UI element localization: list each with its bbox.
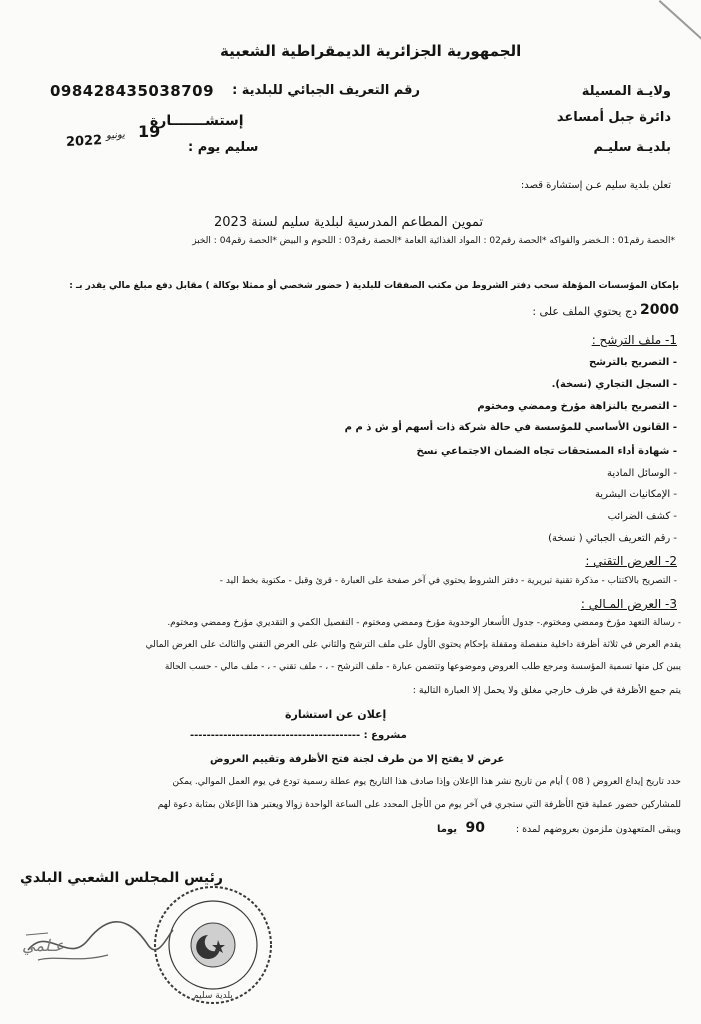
section2-text: - التصريح بالاكتتاب - مذكرة تقنية تبريرية - دفتر الشروط يحتوي في آخر صفحة على العبارة - قرئ وقبل - مكتوبة بخط اليد - bbox=[219, 576, 677, 586]
scan-corner-mark bbox=[659, 0, 701, 48]
tax-id-value: 098428435038709 bbox=[50, 82, 215, 100]
fee-amount: 2000 bbox=[640, 302, 679, 318]
wilaya-label: ولايـة المسيلة bbox=[581, 84, 671, 99]
issue-month: يونيو bbox=[105, 129, 126, 142]
issue-year: 2022 bbox=[65, 133, 103, 150]
body-paragraph: يتم جمع الأظرفة في ظرف خارجي مغلق ولا يحمل إلا العبارة التالية : bbox=[412, 685, 681, 696]
envelope-notice: عرض لا يفتح إلا من طرف لجنة فتح الأظرفة وتقييم العروض bbox=[210, 754, 505, 765]
body-paragraph: يقدم العرض في ثلاثة أظرفة داخلية منفصلة ومقفلة بإحكام يحتوي الأول على ملف الترشح والثاني على العرض التقني والثالث على العرض المالي bbox=[145, 640, 681, 650]
body-paragraph: للمشاركين حضور عملية فتح الأظرفة التي ستجري في آخر يوم من الأجل المحدد على الساعة الواحدة زوالا ويعتبر هذا الإعلان بمثابة دعوة لهم bbox=[157, 800, 681, 810]
section1-item: - القانون الأساسي للمؤسسة في حالة شركة ذات أسهم أو ش ذ م م bbox=[344, 422, 677, 433]
body-paragraph: حدد تاريخ إيداع العروض ( 08 ) أيام من تاريخ نشر هذا الإعلان وإذا صادف هذا التاريخ يوم عطلة رسمية تودع في يوم العمل الموالي. يمكن bbox=[172, 777, 681, 787]
signatory-title: رئيس المجلس الشعبي البلدي bbox=[20, 870, 223, 886]
section1-item: - الإمكانيات البشرية bbox=[594, 489, 677, 500]
section1-item: - التصريح بالترشح bbox=[588, 357, 677, 368]
commune-label: بلديـة سليـم bbox=[593, 140, 671, 155]
body-paragraph: يبين كل منها تسمية المؤسسة ومرجع طلب العروض وموضوعها وتتضمن عبارة - ملف الترشح - ، - ملف تقني - ، - ملف مالي - حسب الحالة bbox=[164, 662, 681, 672]
envelope-title: إعلان عن استشارة bbox=[285, 708, 387, 721]
announcement-text: تعلن بلدية سليم عـن إستشارة قصد: bbox=[520, 180, 671, 191]
issue-place-label: سليم يوم : bbox=[188, 140, 259, 155]
document-type: إستشـــــــارة bbox=[150, 113, 244, 129]
section1-item: - كشف الضرائب bbox=[607, 511, 677, 522]
section1-item: - التصريح بالنزاهة مؤرخ وممضي ومختوم bbox=[477, 401, 677, 412]
section2-heading: 2- العرض التقني : bbox=[585, 554, 677, 568]
lots-list: *الحصة رقم01 : الـخضر والفواكه *الحصة رقم02 : المواد الغذائية العامة *الحصة رقم03 : اللحوم و البيض *الحصة رقم04 : الخبز bbox=[192, 236, 675, 246]
section1-item: - السجل التجاري (نسخة). bbox=[551, 379, 677, 390]
validity-text: ويبقى المتعهدون ملزمون بعروضهم لمدة : bbox=[515, 824, 681, 835]
consultation-title: تموين المطاعم المدرسية لبلدية سليم لسنة 2023 bbox=[214, 215, 484, 230]
issue-day: 19 bbox=[138, 122, 161, 141]
section1-item: - شهادة أداء المستحقات تجاه الضمان الاجتماعي نسخ bbox=[416, 446, 677, 457]
envelope-project: مشروع : ----------------------------------------- bbox=[190, 730, 407, 741]
section3-text: - رسالة التعهد مؤرخ وممضي ومختوم.- جدول الأسعار الوحدوية مؤرخ وممضي ومختوم - التفصيل الكمي و التقديري مؤرخ وممضي ومختوم. bbox=[167, 618, 681, 628]
section1-heading: 1- ملف الترشح : bbox=[591, 333, 677, 347]
validity-line bbox=[361, 820, 681, 842]
conditions-line2 bbox=[479, 302, 679, 322]
section1-item: - الوسائل المادية bbox=[607, 468, 677, 479]
tax-id-label: رقم التعريف الجبائي للبلدية : bbox=[232, 83, 420, 98]
stamp-text: بلدية سليم bbox=[193, 991, 233, 1001]
signer-name: عـلمي bbox=[22, 936, 65, 955]
issue-date bbox=[66, 122, 166, 152]
republic-title: الجمهورية الجزائرية الديمقراطية الشعبية bbox=[220, 42, 522, 60]
tax-id-row bbox=[50, 82, 420, 102]
validity-days: 90 bbox=[465, 820, 485, 836]
file-contents-text: دج يحتوي الملف على : bbox=[532, 305, 637, 318]
emblem-icon bbox=[191, 923, 235, 967]
section3-heading: 3- العرض المـالي : bbox=[580, 597, 677, 611]
validity-unit: يوما bbox=[437, 824, 457, 835]
section1-item: - رقم التعريف الجبائي ( نسخة) bbox=[548, 533, 677, 544]
daira-label: دائرة جبل أمساعد bbox=[556, 110, 671, 125]
conditions-line1: بإمكان المؤسسات المؤهلة سحب دفتر الشروط من مكتب الصفقات للبلدية ( حضور شخصي أو ممثلا بوكالة ) مقابل دفع مبلغ مالي يقدر بـ : bbox=[69, 281, 679, 291]
